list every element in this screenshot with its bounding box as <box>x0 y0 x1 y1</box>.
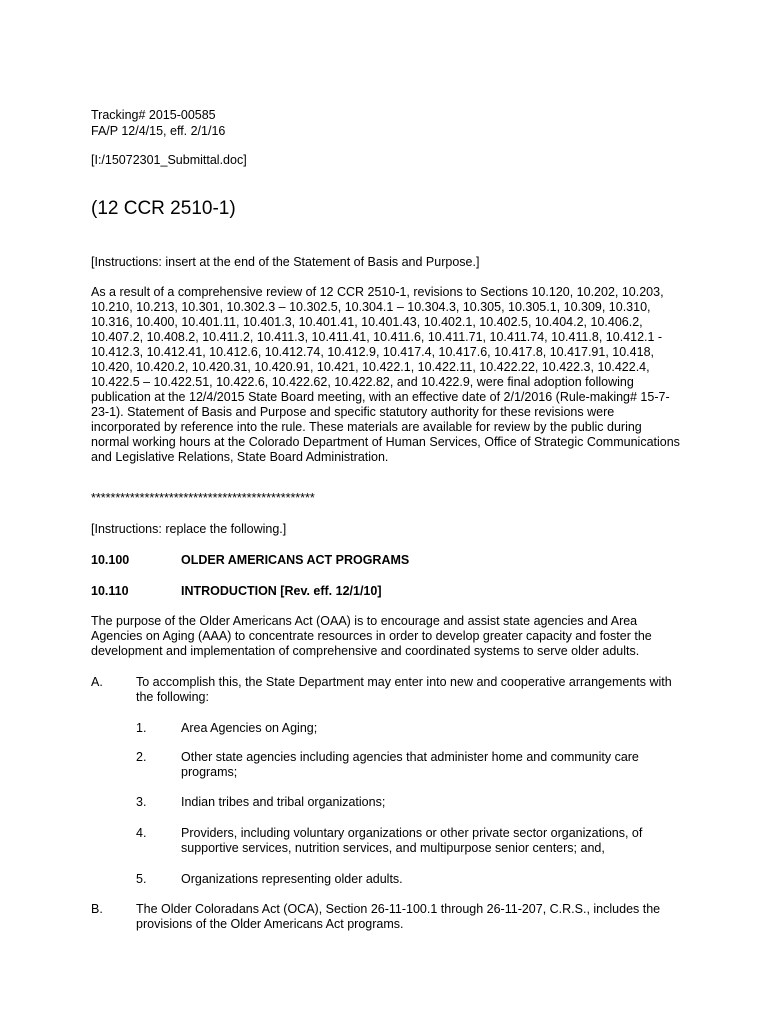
instructions-replace: [Instructions: replace the following.] <box>91 522 287 536</box>
sub-list-text: Providers, including voluntary organizations or other private sector organizations, of supportive services, nutrition services, and multipurpose senior centers; and, <box>181 826 643 855</box>
list-label: B. <box>91 902 103 916</box>
regulation-citation: (12 CCR 2510-1) <box>91 198 236 219</box>
section-heading <box>91 553 409 568</box>
sub-list-text: Indian tribes and tribal organizations; <box>181 795 386 809</box>
file-path: [I:/15072301_Submittal.doc] <box>91 153 247 167</box>
sub-list-label: 3. <box>136 795 147 809</box>
purpose-paragraph: The purpose of the Older Americans Act (OAA) is to encourage and assist state agencies and Area Agencies on Aging (AAA) to concentrate resources in order to develop greater capacity and foster the development and implementation of comprehensive and coordinated systems to serve older adults. <box>91 614 652 658</box>
list-text: To accomplish this, the State Department may enter into new and cooperative arrangements with the following: <box>136 675 672 704</box>
sub-list-text: Area Agencies on Aging; <box>181 721 318 735</box>
list-text: The Older Coloradans Act (OCA), Section 26-11-100.1 through 26-11-207, C.R.S., includes the provisions of the Older Americans Act programs. <box>136 902 661 931</box>
sub-list-label: 1. <box>136 721 147 735</box>
section-title: INTRODUCTION [Rev. eff. 12/1/10] <box>181 584 382 598</box>
sub-list-text: Other state agencies including agencies that administer home and community care programs; <box>181 750 639 779</box>
instructions-insert: [Instructions: insert at the end of the Statement of Basis and Purpose.] <box>91 255 480 269</box>
section-number: 10.100 <box>91 553 130 567</box>
separator-line: ********************************************** <box>91 491 315 505</box>
sub-list-label: 2. <box>136 750 147 764</box>
sub-list-label: 4. <box>136 826 147 840</box>
section-number: 10.110 <box>91 584 129 598</box>
sub-list-text: Organizations representing older adults. <box>181 872 403 886</box>
section-title: OLDER AMERICANS ACT PROGRAMS <box>181 553 410 567</box>
fap-date: FA/P 12/4/15, eff. 2/1/16 <box>91 124 226 138</box>
sub-list-label: 5. <box>136 872 147 886</box>
basis-purpose-paragraph: As a result of a comprehensive review of 12 CCR 2510-1, revisions to Sections 10.120, 10.202, 10.203, 10.210, 10.213, 10.301, 10.302.3 – 10.302.5, 10.304.1 – 10.304.3, 10.305, 10.305.1, 10.309, 10.310, 10.316, 10.400, 10.401.11, 10.401.3, 10.401.41, 10.401.43, 10.402.1, 10.402.5, 10.404.2, 10.406.2, 10.407.2, 10.408.2, 10.411.2, 10.411.3, 10.411.41, 10.411.6, 10.411.71, 10.411.74, 10.411.8, 10.412.1 - 10.412.3, 10.412.41, 10.412.6, 10.412.74, 10.412.9, 10.417.4, 10.417.6, 10.417.8, 10.417.91, 10.418, 10.420, 10.420.2, 10.420.31, 10.420.91, 10.421, 10.422.1, 10.422.11, 10.422.22, 10.422.3, 10.422.4, 10.422.5 – 10.422.51, 10.422.6, 10.422.62, 10.422.82, and 10.422.9, were final adoption following publication at the 12/4/2015 State Board meeting, with an effective date of 2/1/2016 (Rule-making# 15-7-23-1). Statement of Basis and Purpose and specific statutory authority for these revisions were incorporated by reference into the rule. These materials are available for review by the public during normal working hours at the Colorado Department of Human Services, Office of Strategic Communications and Legislative Relations, State Board Administration. <box>91 285 680 464</box>
list-label: A. <box>91 675 103 689</box>
tracking-number: Tracking# 2015-00585 <box>91 108 216 122</box>
section-heading <box>91 584 382 599</box>
